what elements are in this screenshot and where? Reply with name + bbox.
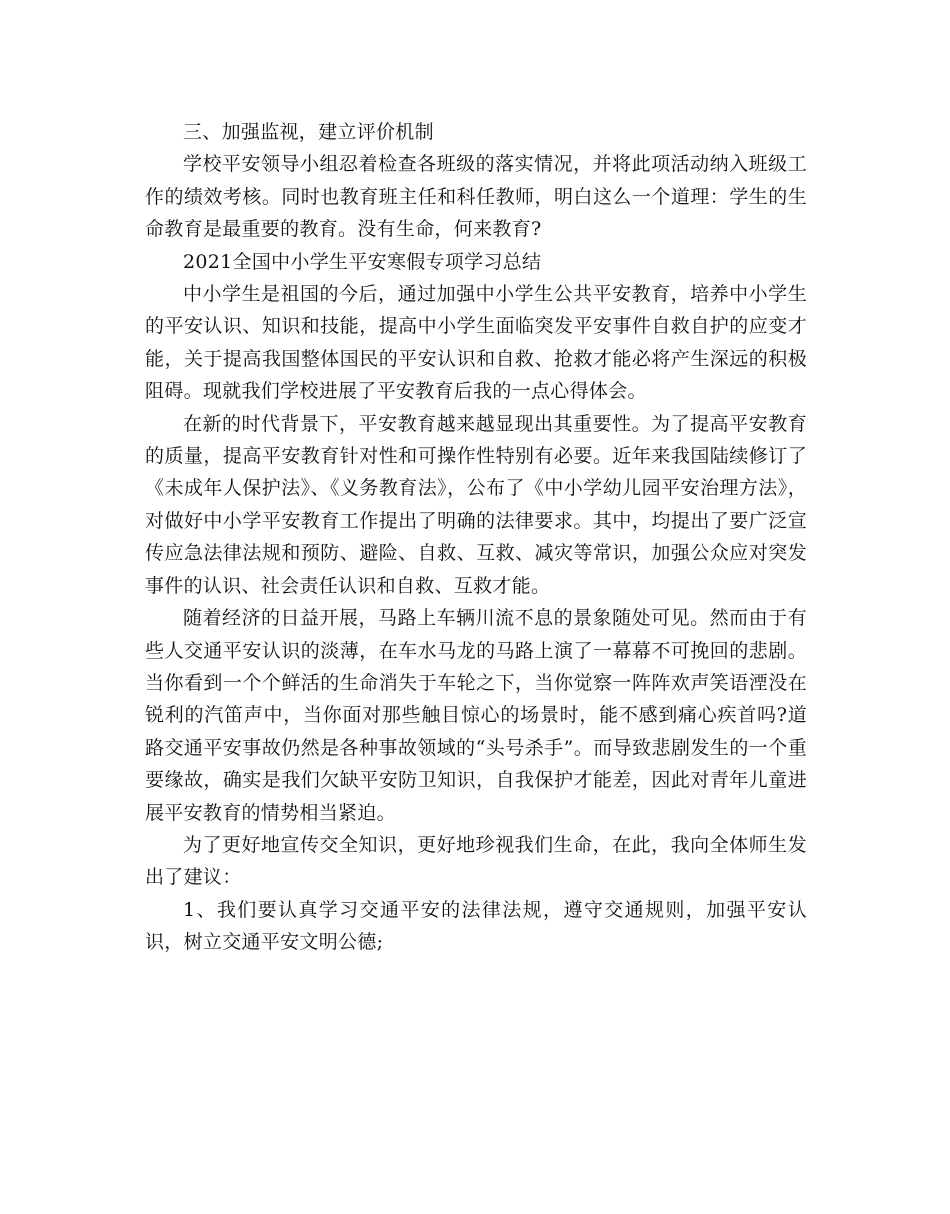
body-paragraph: 为了更好地宣传交全知识，更好地珍视我们生命，在此，我向全体师生发出了建议：	[145, 833, 807, 889]
body-paragraph: 中小学生是祖国的今后，通过加强中小学生公共平安教育，培养中小学生的平安认识、知识和技能，提高中小学生面临突发平安事件自救自护的应变才能，关于提高我国整体国民的平安认识和自救、抢救才能必将产生深远的积极阻碍。现就我们学校进展了平安教育后我的一点心得体会。	[145, 283, 807, 403]
body-paragraph: 随着经济的日益开展，马路上车辆川流不息的景象随处可见。然而由于有些人交通平安认识的淡薄，在车水马龙的马路上演了一幕幕不可挽回的悲剧。当你看到一个个鲜活的生命消失于车轮之下，当你觉察一阵阵欢声笑语湮没在锐利的汽笛声中，当你面对那些触目惊心的场景时，能不感到痛心疾首吗?道路交通平安事故仍然是各种事故领域的“头号杀手”。而导致悲剧发生的一个重要缘故，确实是我们欠缺平安防卫知识，自我保护才能差，因此对青年儿童进展平安教育的情势相当紧迫。	[145, 607, 807, 824]
document-page	[145, 116, 807, 959]
section-heading: 三、加强监视，建立评价机制	[183, 121, 434, 143]
body-paragraph: 在新的时代背景下，平安教育越来越显现出其重要性。为了提高平安教育的质量，提高平安教育针对性和可操作性特别有必要。近年来我国陆续修订了《未成年人保护法》、《义务教育法》，公布了《中小学幼儿园平安治理方法》，对做好中小学平安教育工作提出了明确的法律要求。其中，均提出了要广泛宣传应急法律法规和预防、避险、自救、互救、减灾等常识，加强公众应对突发事件的认识、社会责任认识和自救、互救才能。	[145, 412, 807, 597]
body-paragraph: 学校平安领导小组忍着检查各班级的落实情况，并将此项活动纳入班级工作的绩效考核。同时也教育班主任和科任教师，明白这么一个道理：学生的生命教育是最重要的教育。没有生命，何来教育?	[145, 153, 807, 241]
list-item: 1、我们要认真学习交通平安的法律法规，遵守交通规则，加强平安认识，树立交通平安文明公德;	[145, 898, 807, 954]
article-title: 2021全国中小学生平安寒假专项学习总结	[183, 250, 542, 273]
